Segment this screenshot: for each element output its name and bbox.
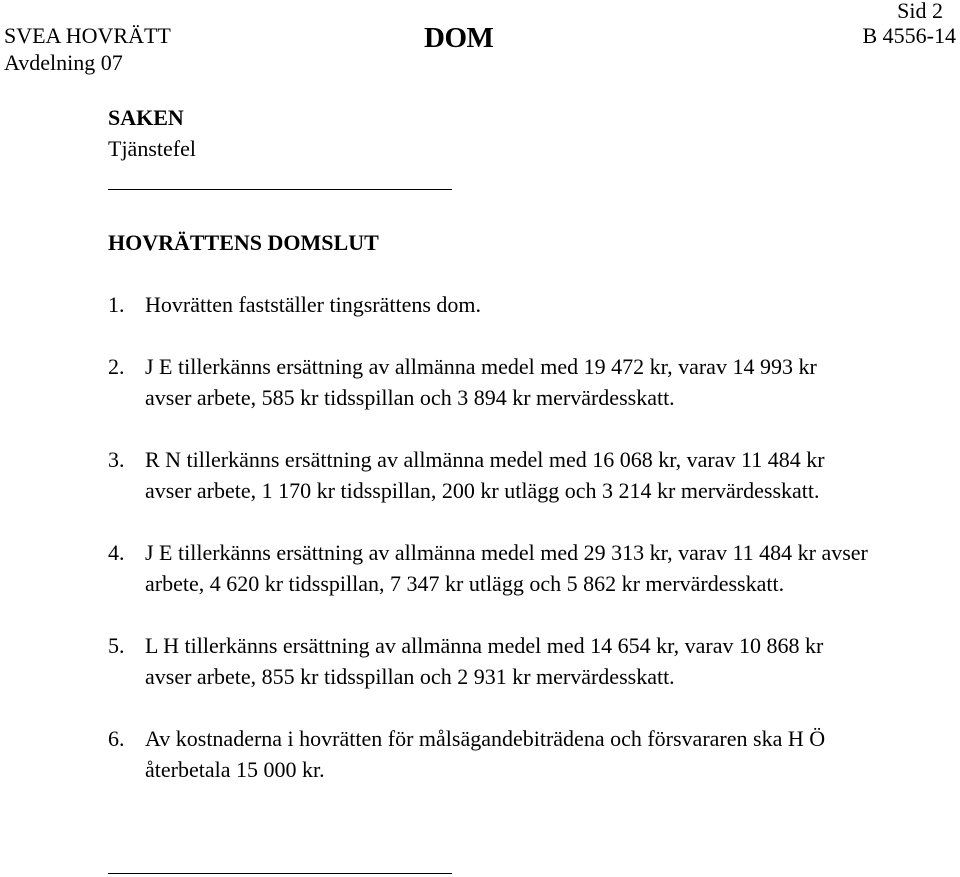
ruling-item-number: 6.	[108, 726, 125, 751]
ruling-item	[108, 289, 868, 320]
ruling-item-number: 5.	[108, 633, 125, 658]
divider-rule	[108, 873, 452, 874]
ruling-item	[108, 630, 868, 692]
ruling-item-text: L H tillerkänns ersättning av allmänna medel med 14 654 kr, varav 10 868 kr avser arbete, 855 kr tidsspillan och 2 931 kr mervärdesskatt.	[145, 633, 824, 689]
division: Avdelning 07	[4, 50, 123, 75]
ruling-list	[108, 289, 868, 816]
section-heading-domslut: HOVRÄTTENS DOMSLUT	[108, 230, 379, 255]
ruling-item	[108, 723, 868, 785]
ruling-item-text: J E tillerkänns ersättning av allmänna medel med 19 472 kr, varav 14 993 kr avser arbete, 585 kr tidsspillan och 3 894 kr mervärdesskatt.	[145, 354, 817, 410]
ruling-item-text: J E tillerkänns ersättning av allmänna medel med 29 313 kr, varav 11 484 kr avser arbete, 4 620 kr tidsspillan, 7 347 kr utlägg och 5 862 kr mervärdesskatt.	[145, 540, 868, 596]
section-heading-saken: SAKEN	[108, 105, 184, 130]
page-number: Sid 2	[897, 0, 943, 23]
court-name: SVEA HOVRÄTT	[4, 23, 171, 48]
ruling-item-number: 2.	[108, 354, 125, 379]
case-subject: Tjänstefel	[108, 136, 196, 161]
ruling-item-text: Hovrätten fastställer tingsrättens dom.	[145, 292, 482, 317]
ruling-item-text: Av kostnaderna i hovrätten för målsägandebiträdena och försvararen ska H Ö återbetala 15 000 kr.	[145, 726, 826, 782]
ruling-item-text: R N tillerkänns ersättning av allmänna medel med 16 068 kr, varav 11 484 kr avser arbete, 1 170 kr tidsspillan, 200 kr utlägg och 3 214 kr mervärdesskatt.	[145, 447, 825, 503]
divider-rule	[108, 189, 452, 190]
ruling-item-number: 4.	[108, 540, 125, 565]
case-number: B 4556-14	[862, 23, 956, 48]
document-type: DOM	[424, 22, 494, 54]
ruling-item-number: 3.	[108, 447, 125, 472]
ruling-item	[108, 537, 868, 599]
ruling-item	[108, 444, 868, 506]
ruling-item-number: 1.	[108, 292, 125, 317]
ruling-item	[108, 351, 868, 413]
